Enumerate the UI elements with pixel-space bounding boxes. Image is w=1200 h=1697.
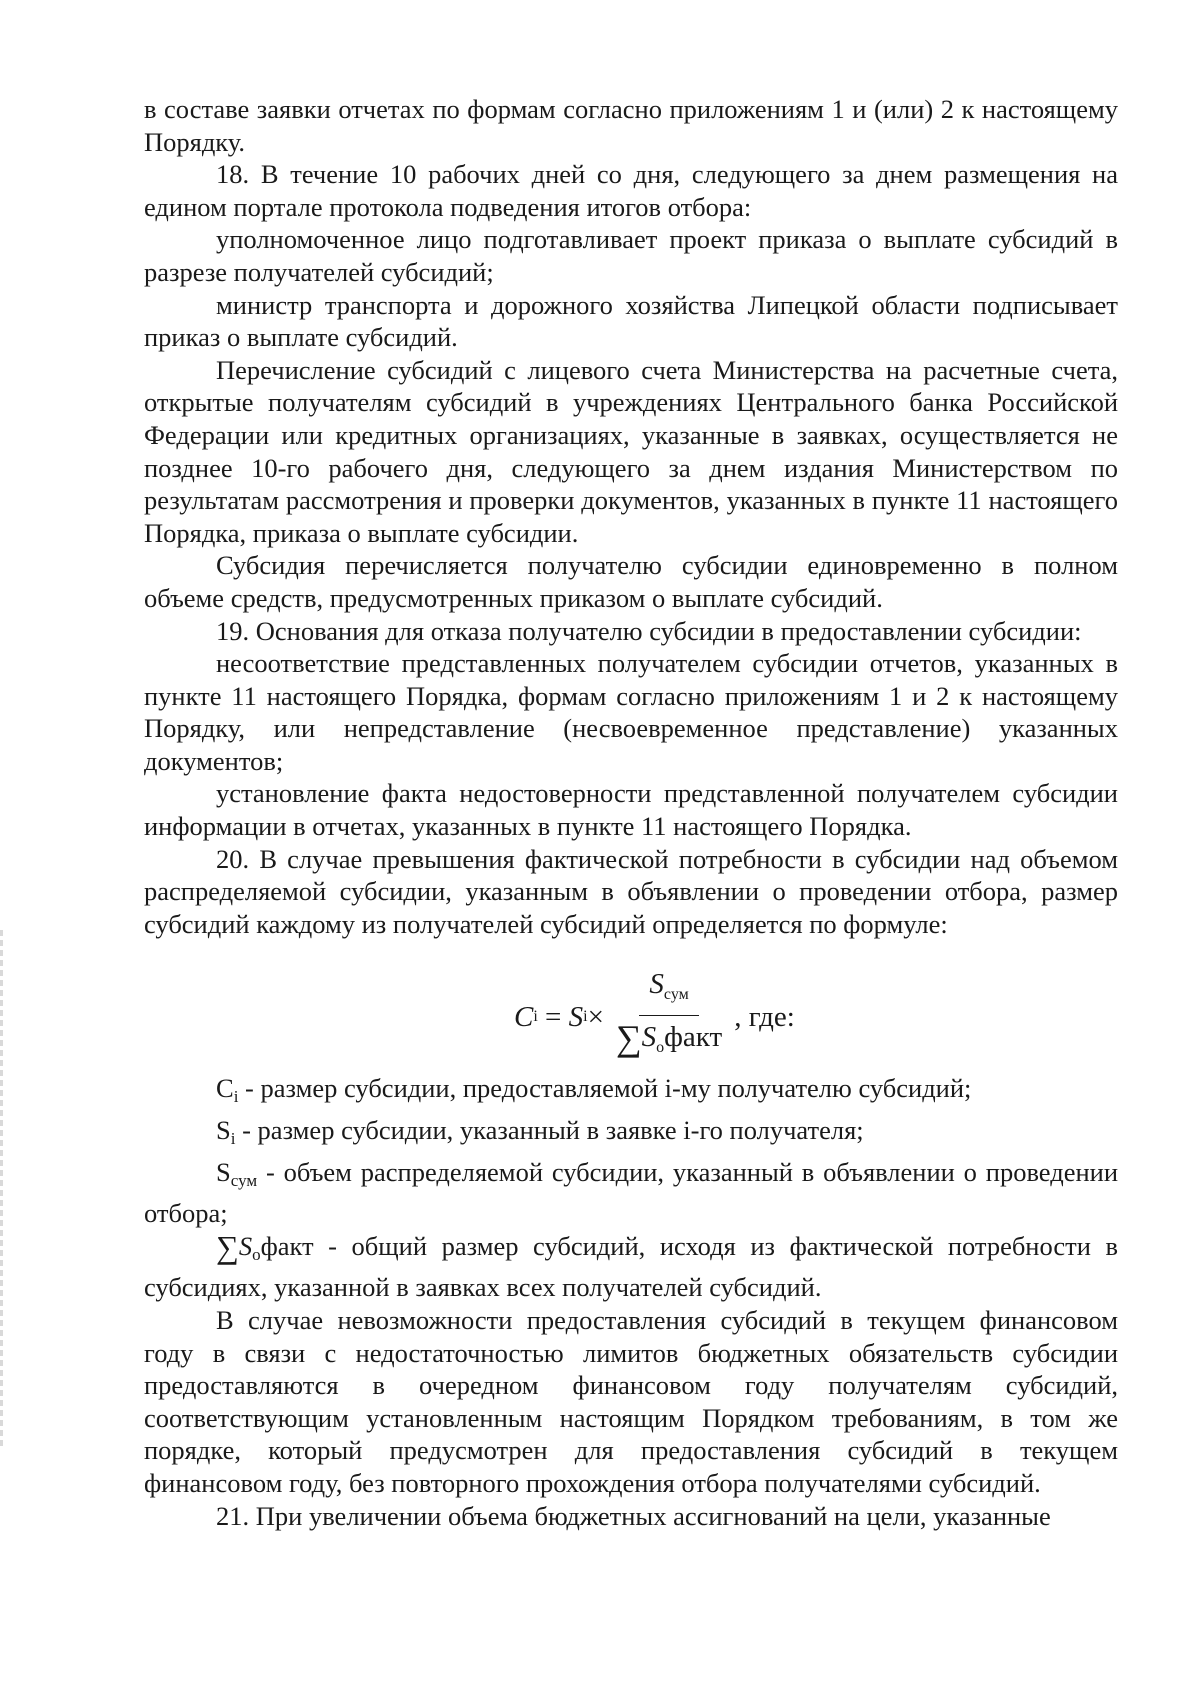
paragraph: в составе заявки отчетах по формам согласно приложениям 1 и (или) 2 к настоящему Порядку.: [144, 94, 1118, 157]
definition-sub: сум: [230, 1170, 258, 1190]
numerator-s: S: [649, 968, 664, 1001]
paragraph: несоответствие представленных получателем субсидии отчетов, указанных в пункте 11 настоящего Порядка, формам согласно приложениям 1 и 2 к настоящему Порядку, или непредставление (несвоевременное представление) указанных документов;: [144, 648, 1118, 776]
definition-text: - общий размер субсидий, исходя из фактической потребности в субсидиях, указанной в заявках всех получателей субсидий.: [144, 1230, 1118, 1303]
formula-fraction: [610, 966, 728, 1067]
paragraph: Перечисление субсидий с лицевого счета Министерства на расчетные счета, открытые получателям субсидий в учреждениях Центрального банка Российской Федерации или кредитных организациях, указанные в заявках, осуществляется не позднее 10-го рабочего дня, следующего за днем издания Министерством по результатам рассмотрения и проверки документов, указанных в пункте 11 настоящего Порядка, приказа о выплате субсидии.: [144, 354, 1118, 548]
definition-tail: факт: [260, 1230, 314, 1261]
definition-text: - объем распределяемой субсидии, указанный в объявлении о проведении отбора;: [144, 1156, 1118, 1229]
formula-c: C: [514, 1000, 534, 1033]
formula-times: ×: [587, 1000, 604, 1033]
numerator-sub: сум: [663, 986, 689, 1004]
definition-symbol: C: [216, 1073, 234, 1104]
formula-c-sub: i: [533, 1007, 538, 1025]
formula-numerator: [639, 966, 698, 1016]
paragraph: 20. В случае превышения фактической потребности в субсидии над объемом распределяемой субсидии, указанным в объявлении о проведении отбора, размер субсидий каждому из получателей субсидий определяется по формуле:: [144, 843, 1118, 939]
paragraph: уполномоченное лицо подготавливает проект приказа о выплате субсидий в разрезе получателей субсидий;: [144, 224, 1118, 287]
denominator-sub: о: [656, 1039, 665, 1057]
definition-line: [144, 1072, 1118, 1114]
paragraph: министр транспорта и дорожного хозяйства Липецкой области подписывает приказ о выплате субсидий.: [144, 289, 1118, 353]
paragraph: В случае невозможности предоставления субсидий в текущем финансовом году в связи с недостаточностью лимитов бюджетных обязательств субсидии предоставляются в очередном финансовом году получателям субсидий, соответствующим установленным настоящим Порядком требованиям, в том же порядке, который предусмотрен для предоставления субсидий в текущем финансовом году, без повторного прохождения отбора получателями субсидий.: [144, 1305, 1118, 1498]
formula-equals: =: [537, 1000, 569, 1033]
definition-line: [144, 1230, 1118, 1304]
paragraph: 19. Основания для отказа получателю субсидии в предоставлении субсидии:: [216, 615, 1082, 646]
scan-edge-mark: [0, 930, 3, 1450]
definition-line: [144, 1114, 1118, 1156]
formula-suffix: , где:: [734, 1000, 795, 1033]
paragraph: 18. В течение 10 рабочих дней со дня, следующего за днем размещения на едином портале протокола подведения итогов отбора:: [144, 159, 1118, 222]
subsidy-formula: [144, 940, 1118, 1072]
denominator-s: S: [641, 1021, 657, 1054]
definition-sub: о: [252, 1244, 261, 1264]
definition-text: - размер субсидии, предоставляемой i-му получателю субсидий;: [238, 1073, 972, 1104]
sigma-symbol: ∑: [615, 1018, 642, 1059]
definition-line: [144, 1156, 1118, 1230]
definition-sub: i: [233, 1087, 239, 1107]
definition-symbol: S: [216, 1156, 231, 1187]
formula-s: S: [568, 1000, 584, 1033]
sigma-symbol: ∑: [216, 1228, 239, 1265]
denominator-tail: факт: [664, 1021, 723, 1054]
paragraph: установление факта недостоверности представленной получателем субсидии информации в отчетах, указанных в пункте 11 настоящего Порядка.: [144, 778, 1118, 842]
definition-text: - размер субсидии, указанный в заявке i-го получателя;: [235, 1115, 864, 1146]
formula-expression: [514, 966, 795, 1067]
definition-symbol: S: [238, 1230, 253, 1261]
paragraph: Субсидия перечисляется получателю субсидии единовременно в полном объеме средств, предусмотренных приказом о выплате субсидий.: [144, 550, 1118, 613]
document-body: [144, 93, 1118, 1532]
paragraph: 21. При увеличении объема бюджетных ассигнований на цели, указанные: [216, 1500, 1051, 1531]
formula-denominator: [610, 1016, 728, 1067]
definition-symbol: S: [216, 1115, 231, 1146]
formula-s-sub: i: [583, 1007, 588, 1025]
definition-sub: i: [230, 1129, 236, 1149]
